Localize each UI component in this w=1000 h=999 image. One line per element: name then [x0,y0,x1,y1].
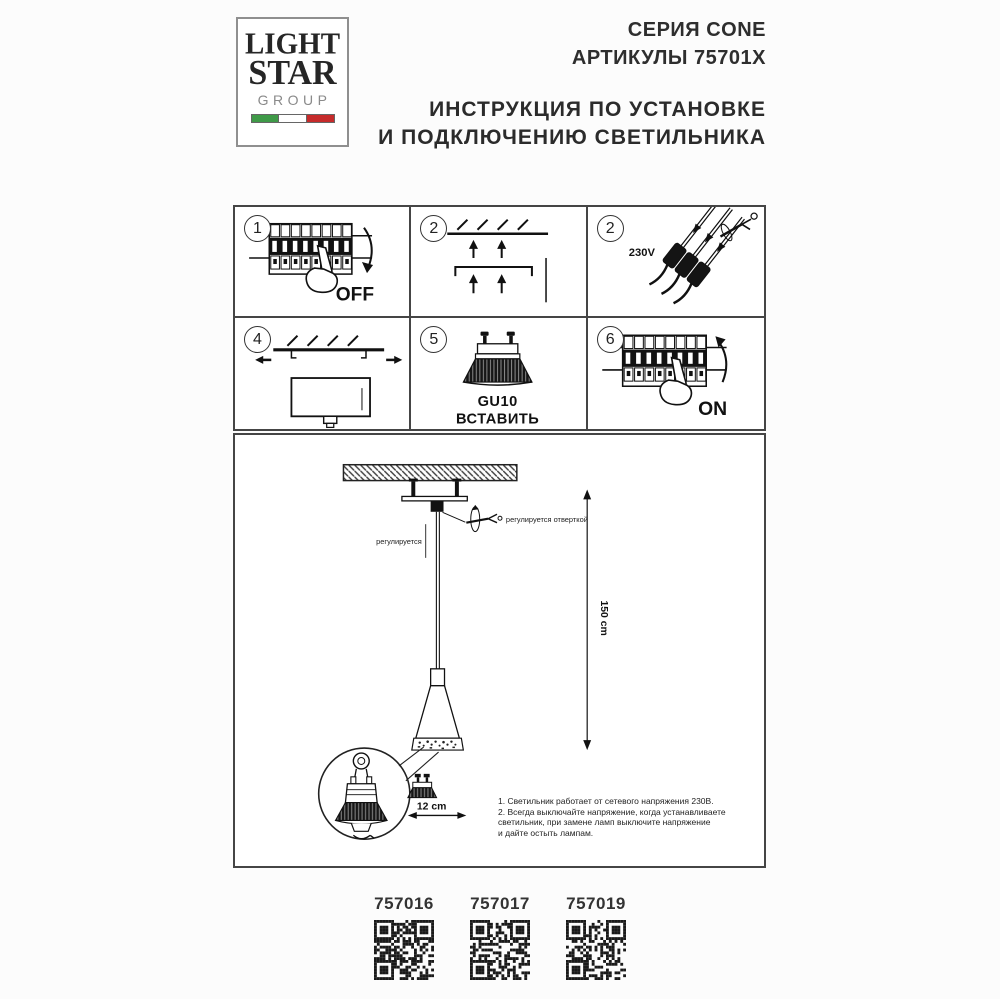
flag-green-stripe [252,115,280,122]
mounting-bracket [456,267,533,276]
lamp-type-label: GU10 [477,394,519,411]
ceiling-bracket [402,479,467,512]
note-line: и дайте остыть лампам. [498,827,594,838]
rotate-arrow [364,228,372,268]
breaker-dark-band [269,238,352,255]
article-number-label: 757017 [470,894,530,913]
suspension-cable [436,512,439,669]
on-label: ON [697,397,727,420]
qr-code [374,920,434,982]
note-line: светильник, при замене ламп выключите напряжение [498,817,711,827]
article-number-label: 757019 [566,894,626,913]
off-label: OFF [335,284,375,306]
step-number-badge: 1 [244,215,271,242]
dimension-12cm [408,802,466,819]
step-number-badge: 2 [597,215,624,242]
ceiling-hatch [287,336,358,346]
ceiling-hatch [458,220,529,230]
page-title [286,96,766,152]
screwdriver-icon [719,213,757,242]
screwdriver-icon [443,505,502,532]
qr-code [566,920,626,982]
note-line: 1. Светильник работает от сетевого напряжения 230В. [498,796,714,806]
cable-lock [431,501,444,512]
qr-code [470,920,530,982]
breaker-dark-band [622,350,706,367]
height-dimension-label: 150 cm [598,600,610,636]
pendant-cone [412,669,464,750]
voltage-label: 230V [628,246,655,259]
gu10-lamp-icon [408,774,437,798]
step-cell-wiring [588,207,764,318]
article-numbers: АРТИКУЛЫ 75701X [571,47,766,69]
ceiling-hatch [343,465,516,481]
dimension-150cm [583,489,609,750]
pendant-diagram [233,433,766,868]
step-cell-power-off [235,207,411,318]
canopy-box [291,378,370,416]
logo-text-group: GROUP [257,92,332,108]
step-cell-attach-canopy [235,318,411,429]
instruction-title-line2: И ПОДКЛЮЧЕНИЮ СВЕТИЛЬНИКА [378,126,766,149]
adjust-cable-label: регулируется [376,536,422,546]
step-number-badge: 5 [420,326,447,353]
step-cell-mount-bracket [411,207,587,318]
step-cell-insert-lamp [411,318,587,429]
safety-notes [498,796,726,838]
note-line: 2. Всегда выключайте напряжение, когда устанавливаете [498,806,726,817]
series-header [346,16,766,72]
installation-steps-grid [233,205,766,431]
insert-label: ВСТАВИТЬ [456,411,540,428]
series-name: СЕРИЯ CONE [627,19,766,41]
logo-text-light: LIGHT [244,27,341,61]
step-number-badge: 4 [244,326,271,353]
instruction-title-line1: ИНСТРУКЦИЯ ПО УСТАНОВКЕ [429,98,766,121]
step-number-badge: 2 [420,215,447,242]
article-number-label: 757016 [374,894,434,913]
step-cell-power-on [588,318,764,429]
adjust-screw-label: регулируется отверткой [505,515,588,525]
logo-text-star: STAR [248,54,337,93]
step-number-badge: 6 [597,326,624,353]
width-dimension-label: 12 cm [416,801,447,813]
